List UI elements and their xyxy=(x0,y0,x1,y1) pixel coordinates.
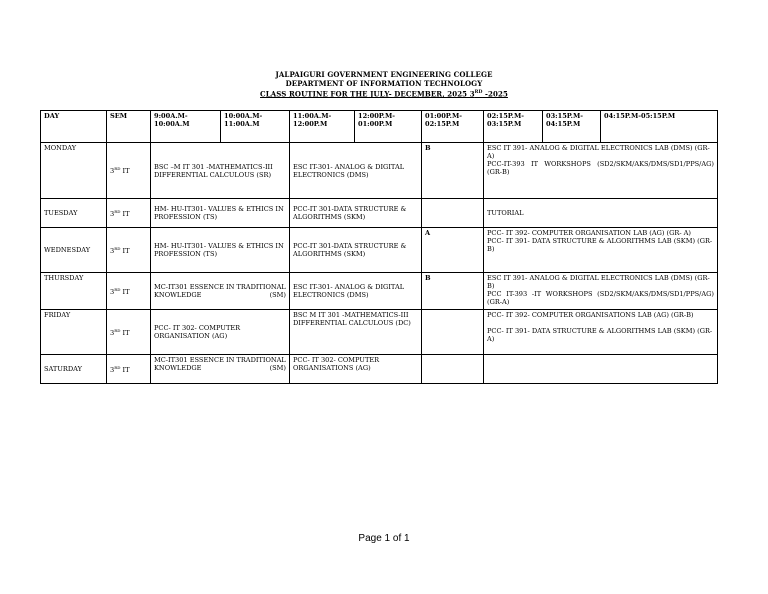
col-slot-7: 03:15P.M-04:15P.M xyxy=(543,111,601,143)
sem-number: 3 xyxy=(110,167,115,176)
document-header xyxy=(0,70,768,98)
row-saturday xyxy=(41,355,718,384)
morning-class: MC-IT301 ESSENCE IN TRADITIONAL KNOWLEDGE (SM) xyxy=(151,355,290,384)
day-cell: FRIDAY xyxy=(41,310,107,355)
sem-number: 3 xyxy=(110,366,115,375)
midday-class: BSC M IT 301 -MATHEMATICS-III DIFFERENTIAL CALCULOUS (DC) xyxy=(290,310,422,355)
col-slot-5: 01:00P.M-02:15P.M xyxy=(422,111,484,143)
afternoon-class xyxy=(484,273,718,310)
college-name: JALPAIGURI GOVERNMENT ENGINEERING COLLEGE xyxy=(275,70,493,79)
sem-number: 3 xyxy=(110,288,115,297)
sem-tail: IT xyxy=(120,167,130,176)
afternoon-class xyxy=(484,228,718,273)
afternoon-class: TUTORIAL xyxy=(484,199,718,228)
sem-sup: RD xyxy=(114,208,121,214)
day-cell: TUESDAY xyxy=(41,199,107,228)
row-friday xyxy=(41,310,718,355)
sem-cell xyxy=(107,143,151,199)
lunch-cell xyxy=(422,355,484,384)
sem-sup: RD xyxy=(114,286,121,292)
col-slot-2: 10:00A.M-11:00A.M xyxy=(221,111,290,143)
day-cell: MONDAY xyxy=(41,143,107,199)
lunch-cell: A xyxy=(422,228,484,273)
sem-number: 3 xyxy=(110,210,115,219)
row-tuesday xyxy=(41,199,718,228)
sem-tail: IT xyxy=(120,329,130,338)
sem-cell xyxy=(107,273,151,310)
sem-cell xyxy=(107,310,151,355)
midday-class: ESC IT-301- ANALOG & DIGITAL ELECTRONICS (DMS) xyxy=(290,143,422,199)
afternoon-line-2: PCC-IT-393 IT WORKSHOPS (SD2/SKM/AKS/DMS/SD1/PPS/AG) (GR-B) xyxy=(487,160,714,176)
midday-class: ESC IT-301- ANALOG & DIGITAL ELECTRONICS (DMS) xyxy=(290,273,422,310)
sem-number: 3 xyxy=(110,247,115,256)
afternoon-line-1: ESC IT 391- ANALOG & DIGITAL ELECTRONICS LAB (DMS) (GR-A) xyxy=(487,144,710,160)
sem-tail: IT xyxy=(120,288,130,297)
morning-class: BSC –M IT 301 -MATHEMATICS-III DIFFERENTIAL CALCULOUS (SR) xyxy=(151,143,290,199)
lunch-cell xyxy=(422,199,484,228)
col-slot-4: 12:00P.M-01:00P.M xyxy=(355,111,422,143)
lunch-cell: B xyxy=(422,143,484,199)
morning-class: HM- HU-IT301- VALUES & ETHICS IN PROFESSION (TS) xyxy=(151,228,290,273)
sem-cell xyxy=(107,199,151,228)
midday-class: PCC-IT 301-DATA STRUCTURE & ALGORITHMS (SKM) xyxy=(290,199,422,228)
morning-class: HM- HU-IT301- VALUES & ETHICS IN PROFESSION (TS) xyxy=(151,199,290,228)
day-cell: SATURDAY xyxy=(41,355,107,384)
sem-tail: IT xyxy=(120,247,130,256)
sem-cell xyxy=(107,228,151,273)
sem-sup: RD xyxy=(114,364,121,370)
class-routine-table xyxy=(40,110,718,384)
day-cell: THURSDAY xyxy=(41,273,107,310)
morning-class: MC-IT301 ESSENCE IN TRADITIONAL KNOWLEDGE (SM) xyxy=(151,273,290,310)
afternoon-line-2: PCC- IT 391- DATA STRUCTURE & ALGORITHMS LAB (SKM) (GR- A) xyxy=(487,327,713,343)
lunch-cell xyxy=(422,310,484,355)
sem-tail: IT xyxy=(120,210,130,219)
header-row xyxy=(41,111,718,143)
afternoon-line-2: PCC- IT 391- DATA STRUCTURE & ALGORITHMS LAB (SKM) (GR- B) xyxy=(487,237,713,253)
sem-sup: RD xyxy=(114,327,121,333)
routine-title-tail: -2025 xyxy=(482,89,508,99)
row-wednesday xyxy=(41,228,718,273)
row-thursday xyxy=(41,273,718,310)
col-slot-6: 02:15P.M-03:15P.M xyxy=(484,111,543,143)
afternoon-line-2: PCC IT-393 -IT WORKSHOPS (SD2/SKM/AKS/DMS/SD1/PPS/AG) (GR-A) xyxy=(487,290,714,306)
morning-class: PCC- IT 302- COMPUTER ORGANISATION (AG) xyxy=(151,310,290,355)
row-monday xyxy=(41,143,718,199)
col-slot-1: 9:00A.M-10:00A.M xyxy=(151,111,221,143)
col-sem: SEM xyxy=(107,111,151,143)
lunch-cell: B xyxy=(422,273,484,310)
afternoon-class xyxy=(484,143,718,199)
midday-class: PCC- IT 302- COMPUTER ORGANISATIONS (AG) xyxy=(290,355,422,384)
col-slot-8: 04:15P.M-05:15P.M xyxy=(601,111,718,143)
routine-title-sup: RD xyxy=(474,90,483,95)
routine-title-text: CLASS ROUTINE FOR THE JULY- DECEMBER, 2025 3 xyxy=(260,89,475,99)
afternoon-line-1: ESC IT 391- ANALOG & DIGITAL ELECTRONICS LAB (DMS) (GR-B) xyxy=(487,274,710,290)
col-day: DAY xyxy=(41,111,107,143)
routine-title xyxy=(0,88,768,98)
sem-cell xyxy=(107,355,151,384)
page-footer: Page 1 of 1 xyxy=(358,533,410,544)
day-cell: WEDNESDAY xyxy=(41,228,107,273)
sem-sup: RD xyxy=(114,166,121,172)
afternoon-class xyxy=(484,355,718,384)
midday-class: PCC-IT 301-DATA STRUCTURE & ALGORITHMS (SKM) xyxy=(290,228,422,273)
department-name: DEPARTMENT OF INFORMATION TECHNOLOGY xyxy=(285,79,483,88)
sem-number: 3 xyxy=(110,329,115,338)
afternoon-class xyxy=(484,310,718,355)
col-slot-3: 11:00A.M-12:00P.M xyxy=(290,111,355,143)
sem-sup: RD xyxy=(114,245,121,251)
sem-tail: IT xyxy=(120,366,130,375)
afternoon-line-1: PCC- IT 392- COMPUTER ORGANISATION LAB (AG) (GR- A) xyxy=(487,229,691,237)
afternoon-line-1: PCC- IT 392- COMPUTER ORGANISATIONS LAB (AG) (GR-B) xyxy=(487,311,694,319)
